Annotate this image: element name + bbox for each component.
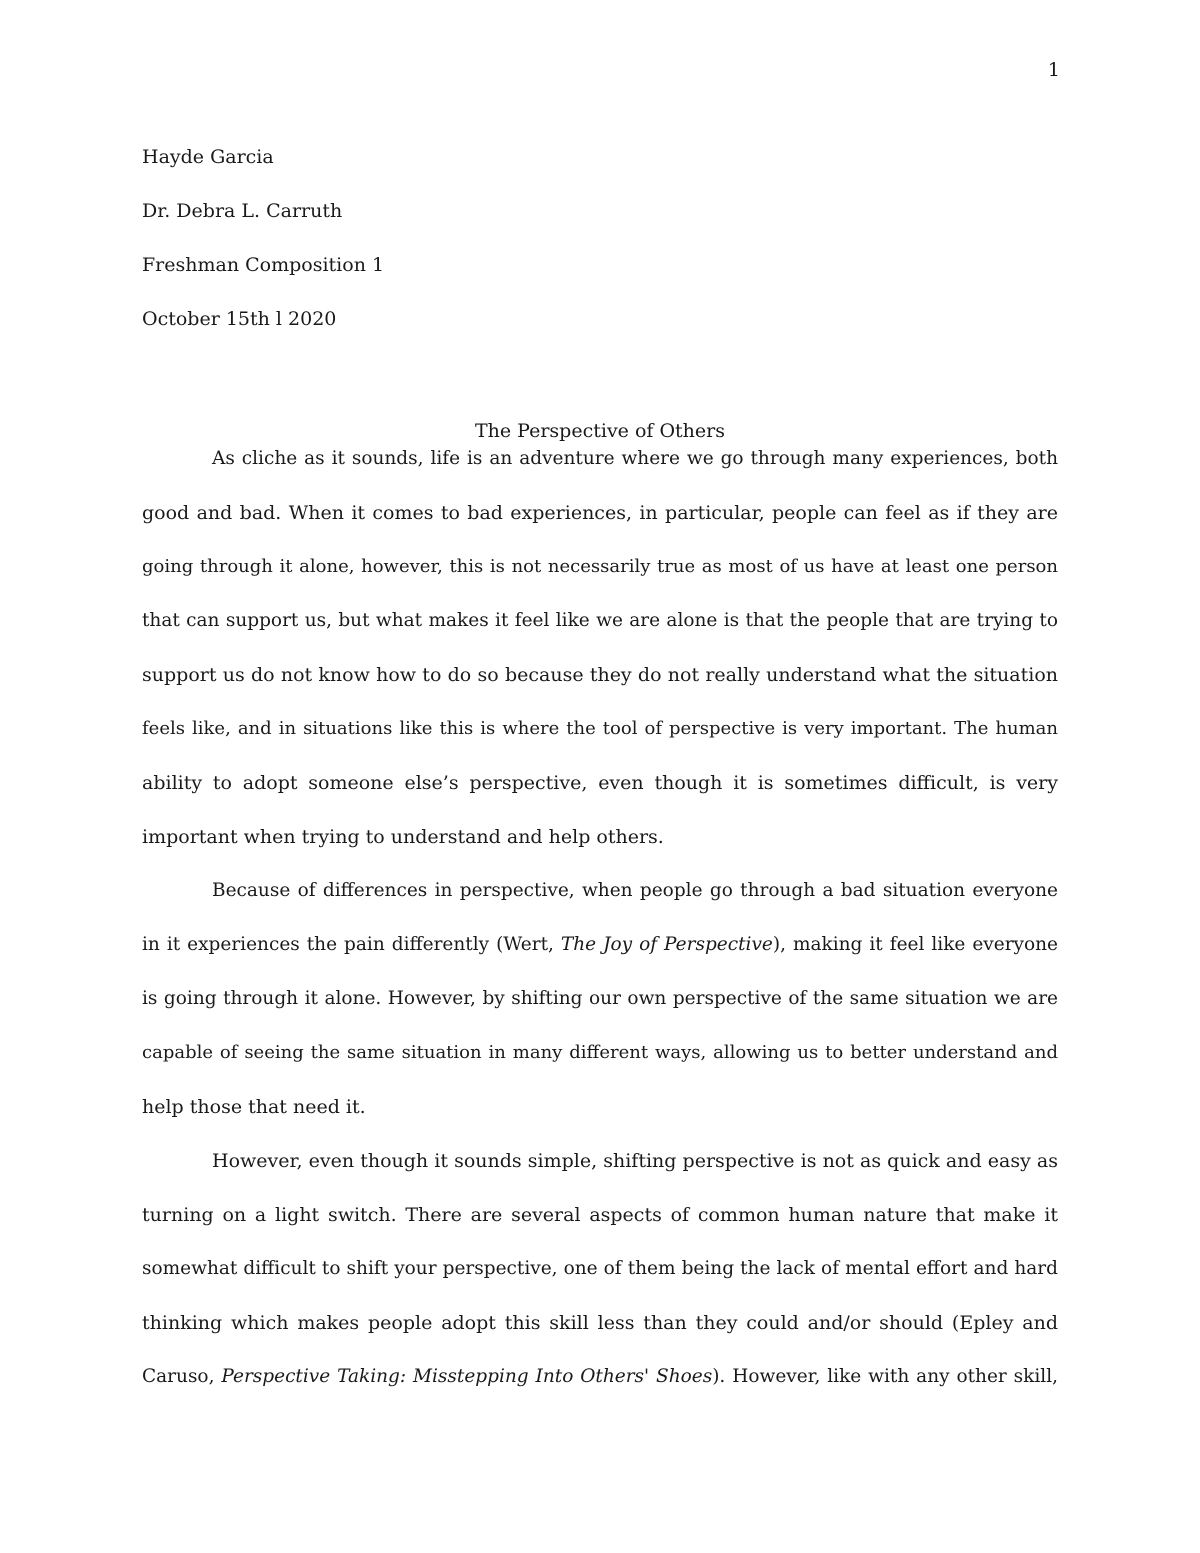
paragraph-3-line: turning on a light switch. There are several aspects of common human nature that make it <box>142 1204 1058 1226</box>
paragraph-2-line: is going through it alone. However, by shifting our own perspective of the same situation we are <box>142 988 1058 1009</box>
citation-title: Perspective Taking: Misstepping Into Others' Shoes <box>221 1366 713 1387</box>
essay-date: October 15th l 2020 <box>142 308 337 330</box>
instructor-name: Dr. Debra L. Carruth <box>142 200 343 222</box>
paragraph-2-line <box>142 933 1058 957</box>
paragraph-3-line: However, even though it sounds simple, shifting perspective is not as quick and easy as <box>212 1150 1058 1172</box>
page-number: 1 <box>1047 59 1060 81</box>
paragraph-3-line: thinking which makes people adopt this skill less than they could and/or should (Epley and <box>142 1312 1058 1334</box>
paragraph-1-line: support us do not know how to do so because they do not really understand what the situation <box>142 664 1058 686</box>
citation-title: The Joy of Perspective <box>560 934 773 955</box>
paragraph-3-text: Caruso, <box>142 1366 222 1387</box>
paragraph-1-line: going through it alone, however, this is not necessarily true as most of us have at least one person <box>142 556 1058 577</box>
paragraph-2-text: ), making it feel like everyone <box>772 934 1059 955</box>
paragraph-1-line: that can support us, but what makes it feel like we are alone is that the people that are trying to <box>142 610 1058 631</box>
paragraph-2-text: in it experiences the pain differently (Wert, <box>142 934 561 955</box>
paragraph-1-line: important when trying to understand and help others. <box>142 826 664 848</box>
paragraph-3-line <box>142 1365 1058 1389</box>
paragraph-2-line: help those that need it. <box>142 1096 366 1118</box>
paragraph-3-text: ). However, like with any other skill, <box>712 1366 1058 1387</box>
paragraph-2-line: capable of seeing the same situation in many different ways, allowing us to better understand and <box>142 1042 1058 1063</box>
paragraph-3-line: somewhat difficult to shift your perspective, one of them being the lack of mental effort and hard <box>142 1258 1058 1279</box>
paragraph-1-line: ability to adopt someone else’s perspective, even though it is sometimes difficult, is very <box>142 772 1058 794</box>
essay-title: The Perspective of Others <box>474 420 725 442</box>
paragraph-1-line: As cliche as it sounds, life is an adventure where we go through many experiences, both <box>212 448 1058 469</box>
paragraph-1-line: feels like, and in situations like this is where the tool of perspective is very important. The human <box>142 718 1058 739</box>
student-name: Hayde Garcia <box>142 146 274 168</box>
paragraph-1-line: good and bad. When it comes to bad experiences, in particular, people can feel as if they are <box>142 502 1058 524</box>
course-name: Freshman Composition 1 <box>142 254 385 276</box>
paragraph-2-line: Because of differences in perspective, when people go through a bad situation everyone <box>212 880 1058 901</box>
